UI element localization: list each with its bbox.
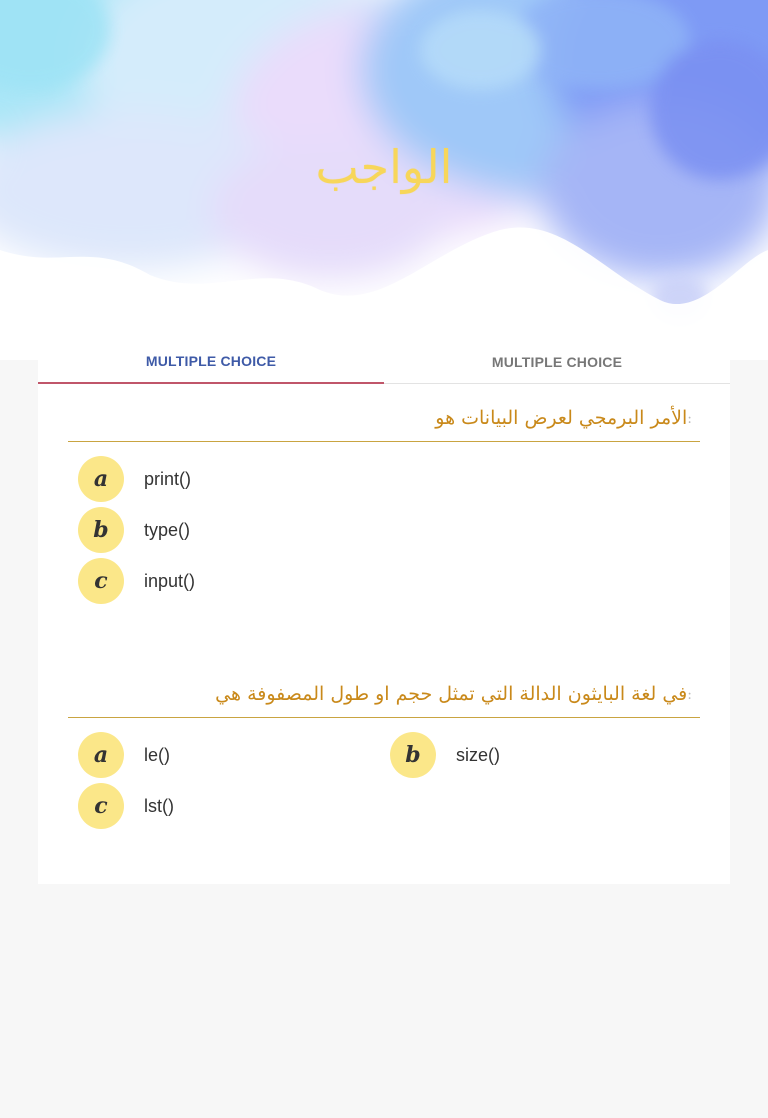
question-2 xyxy=(68,676,700,819)
question-1 xyxy=(68,400,700,594)
option-letter-badge: c xyxy=(78,783,124,829)
option-text: size() xyxy=(456,744,500,765)
option-a[interactable] xyxy=(78,732,170,778)
question-2-text: في لغة البايثون الدالة التي تمثل حجم او طول المصفوفة هي xyxy=(215,683,688,705)
option-letter-badge: b xyxy=(390,732,436,778)
option-text: print() xyxy=(144,468,192,489)
question-colon: : xyxy=(687,411,692,427)
option-b[interactable] xyxy=(78,507,190,553)
option-text: lst() xyxy=(144,795,174,816)
tab-multiple-choice-1[interactable]: MULTIPLE CHOICE xyxy=(38,334,384,384)
question-1-text: الأمر البرمجي لعرض البيانات هو xyxy=(435,407,688,429)
tab-bar xyxy=(38,334,730,384)
watercolor-header xyxy=(0,0,768,360)
option-text: le() xyxy=(144,744,170,765)
option-b[interactable] xyxy=(390,732,500,778)
option-c[interactable] xyxy=(78,558,195,604)
option-text: input() xyxy=(144,570,196,591)
quiz-card xyxy=(38,334,730,884)
question-text xyxy=(68,400,700,442)
option-letter-badge: a xyxy=(78,732,124,778)
question-text xyxy=(68,676,700,718)
page-title: الواجب xyxy=(315,140,453,194)
tab-multiple-choice-2[interactable]: MULTIPLE CHOICE xyxy=(491,353,623,370)
option-c[interactable] xyxy=(78,783,174,829)
option-a[interactable] xyxy=(78,456,191,502)
question-colon: : xyxy=(687,687,692,703)
option-letter-badge: a xyxy=(78,456,124,502)
option-text: type() xyxy=(144,519,191,540)
option-letter-badge: c xyxy=(78,558,124,604)
option-letter-badge: b xyxy=(78,507,124,553)
